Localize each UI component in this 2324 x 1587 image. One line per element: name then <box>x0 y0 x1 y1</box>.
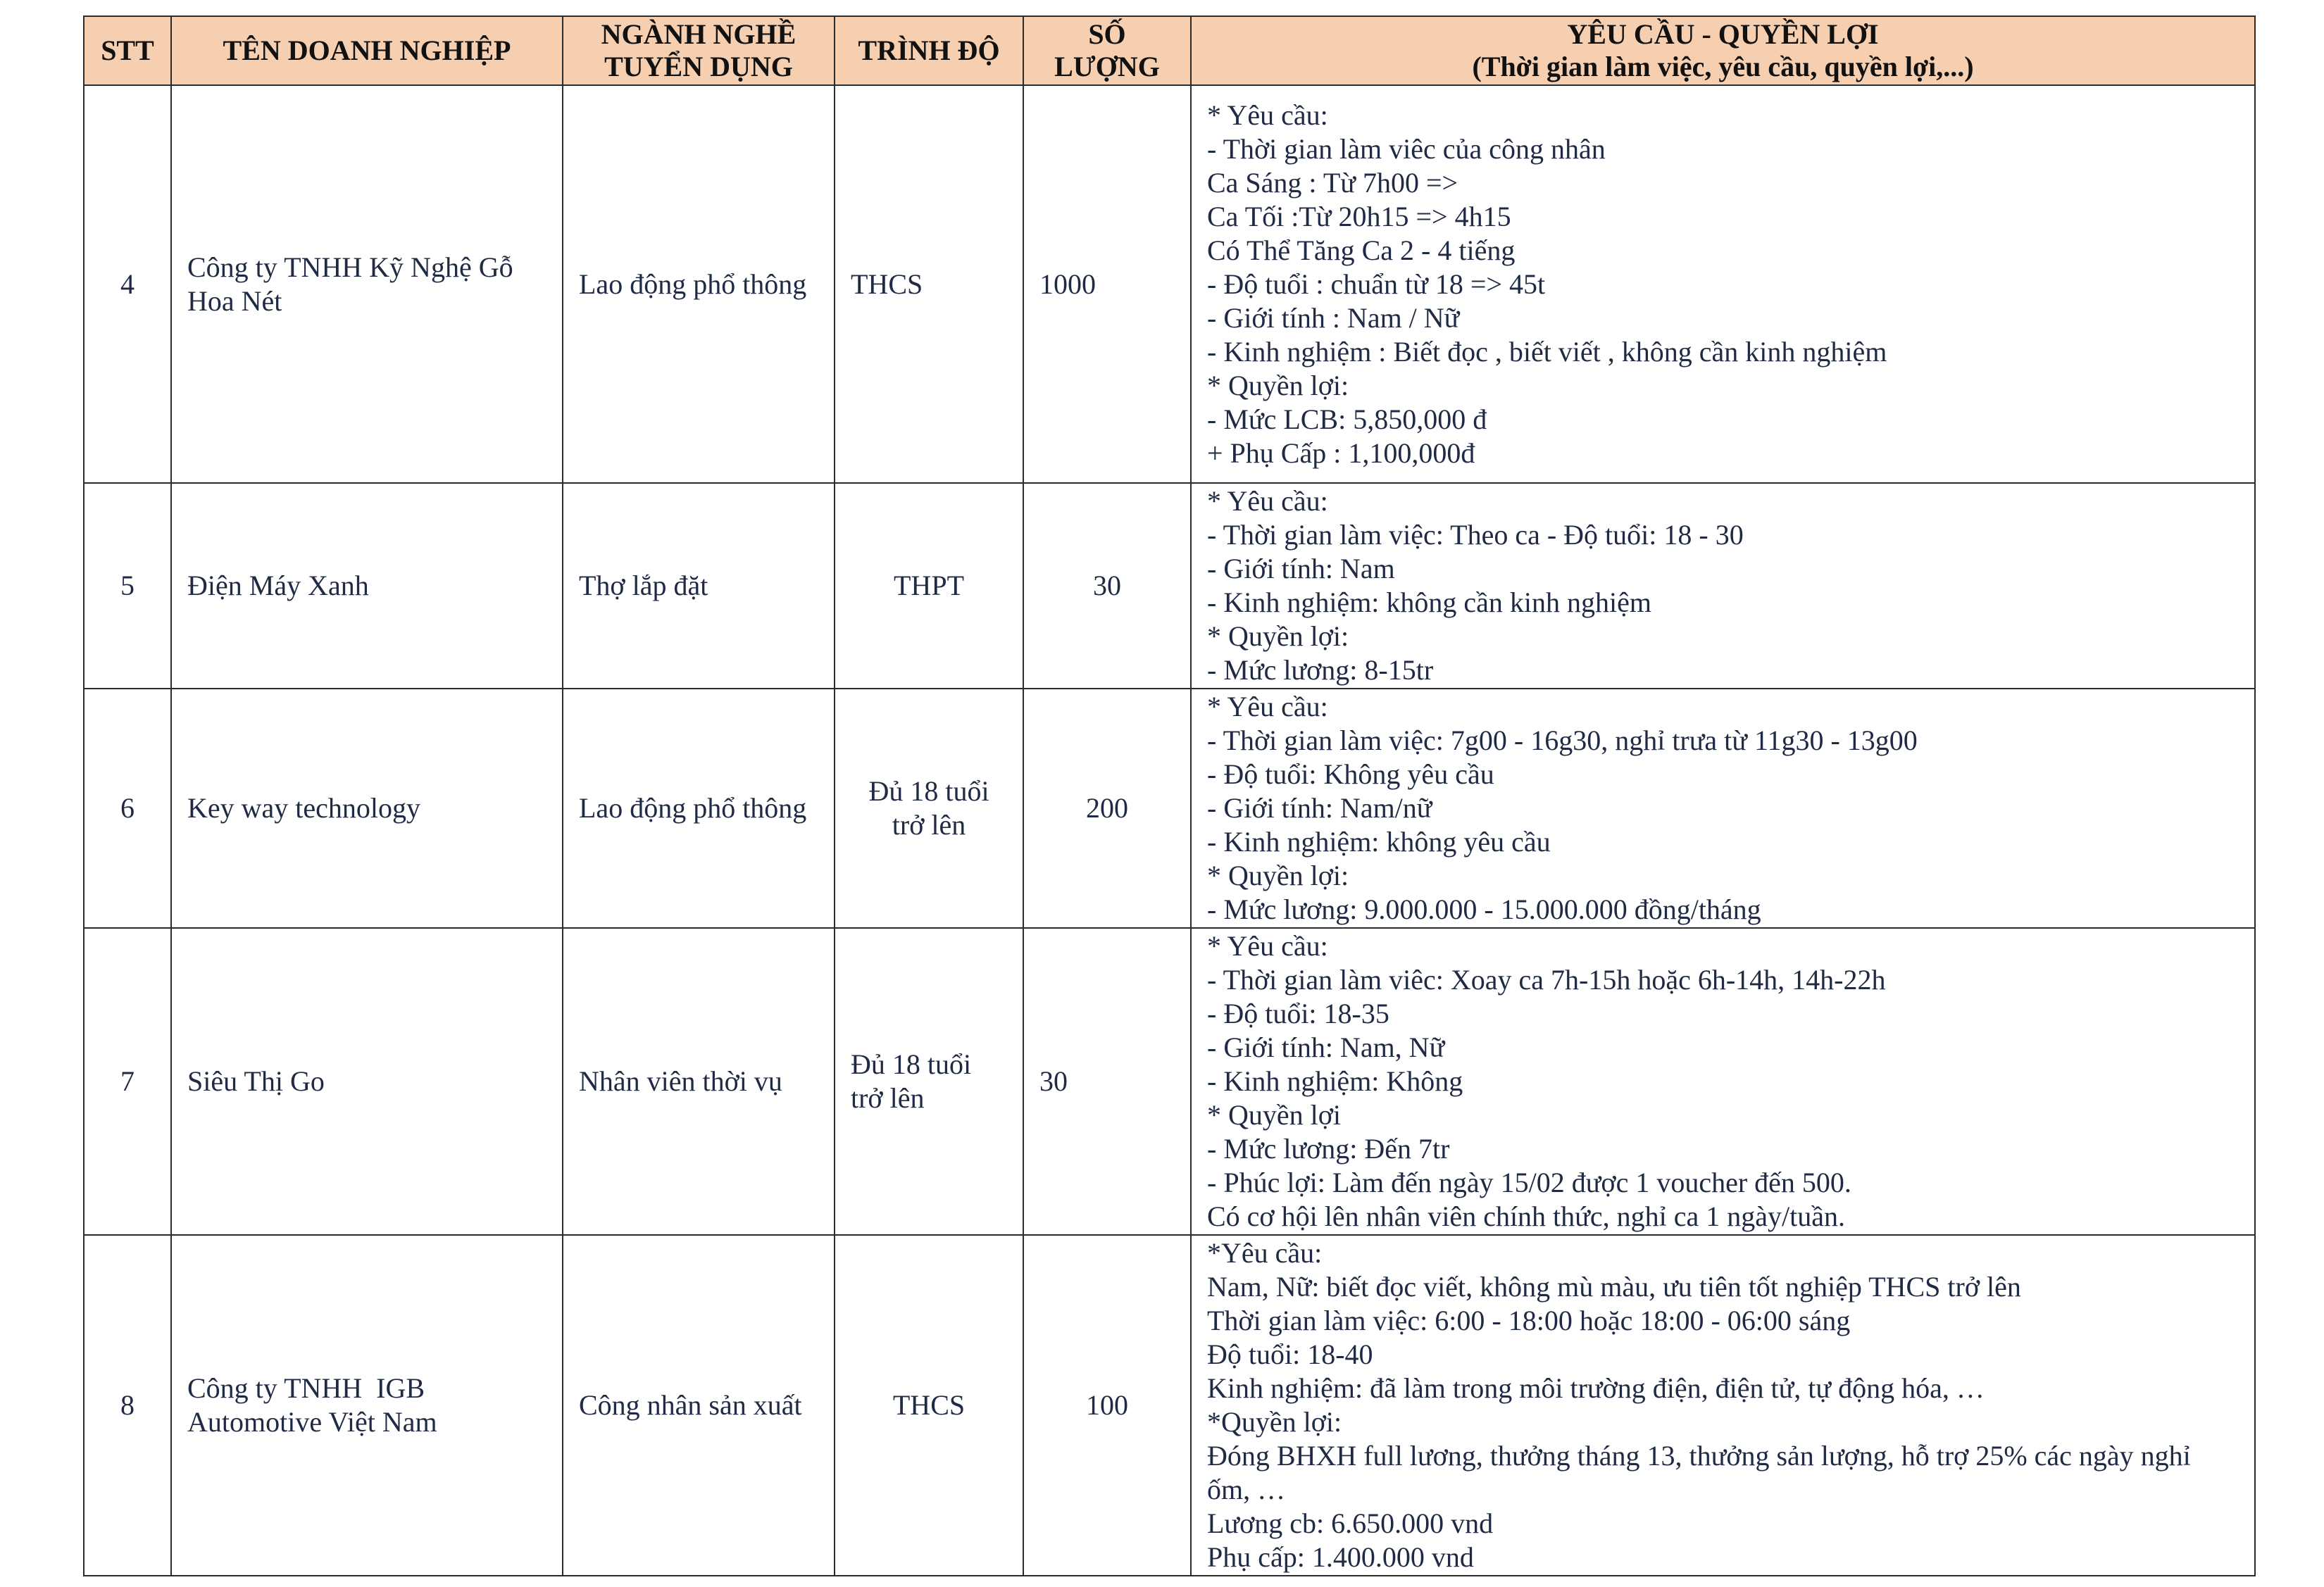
quantity-cell <box>1023 1235 1191 1576</box>
level-line: THCS <box>892 1389 966 1421</box>
requirement-line: - Mức lương: Đến 7tr <box>1207 1133 1450 1165</box>
level-cell <box>835 1235 1023 1576</box>
level-line: Đủ 18 tuổi <box>851 1048 972 1080</box>
requirement-line: * Yêu cầu: <box>1207 691 1328 722</box>
requirement-line: Đóng BHXH full lương, thưởng tháng 13, thưởng sản lượng, hỗ trợ 25% các ngày nghỉ ốm, … <box>1207 1440 2191 1505</box>
job-title: Thợ lắp đặt <box>579 570 708 601</box>
quantity-cell <box>1023 689 1191 928</box>
company-cell <box>171 928 563 1235</box>
stt-cell <box>84 1235 171 1576</box>
requirement-line: - Mức lương: 8-15tr <box>1207 654 1434 686</box>
requirement-line: Ca Sáng : Từ 7h00 => <box>1207 166 1458 199</box>
requirement-line: - Giới tính: Nam/nữ <box>1207 792 1432 824</box>
requirement-line: Phụ cấp: 1.400.000 vnd <box>1207 1541 1474 1573</box>
requirement-line: * Yêu cầu: <box>1207 485 1328 517</box>
table-row <box>84 85 2255 483</box>
company-name-line: Công ty TNHH Kỹ Nghệ Gỗ <box>187 251 513 283</box>
requirement-line: - Giới tính: Nam, Nữ <box>1207 1031 1445 1063</box>
company-cell <box>171 1235 563 1576</box>
level-cell <box>835 483 1023 689</box>
company-name-line: Siêu Thị Go <box>187 1065 325 1097</box>
requirement-line: *Quyền lợi: <box>1207 1406 1342 1438</box>
level-line: trở lên <box>851 1082 925 1114</box>
company-cell <box>171 689 563 928</box>
requirements-cell <box>1191 483 2255 689</box>
stt-cell <box>84 928 171 1235</box>
requirement-line: - Thời gian làm viêc: Xoay ca 7h-15h hoặc 6h-14h, 14h-22h <box>1207 964 1886 996</box>
requirement-line: - Phúc lợi: Làm đến ngày 15/02 được 1 voucher đến 500. <box>1207 1167 1851 1198</box>
level-line: Đủ 18 tuổi <box>868 775 989 807</box>
company-name-line: Điện Máy Xanh <box>187 570 369 601</box>
requirement-line: * Quyền lợi: <box>1207 860 1349 891</box>
job-title: Nhân viên thời vụ <box>579 1065 782 1097</box>
requirements-cell <box>1191 85 2255 483</box>
company-cell <box>171 483 563 689</box>
header-stt: STT <box>84 16 171 85</box>
requirement-line: - Độ tuổi: 18-35 <box>1207 998 1389 1029</box>
stt-value: 6 <box>120 792 135 824</box>
requirement-line: - Giới tính: Nam <box>1207 553 1395 584</box>
requirement-line: Thời gian làm việc: 6:00 - 18:00 hoặc 18:00 - 06:00 sáng <box>1207 1305 1851 1336</box>
requirement-line: Kinh nghiệm: đã làm trong môi trường điện, điện tử, tự động hóa, … <box>1207 1372 1985 1404</box>
quantity-cell <box>1023 928 1191 1235</box>
requirement-line: Lương cb: 6.650.000 vnd <box>1207 1507 1494 1539</box>
requirement-line: - Thời gian làm việc: 7g00 - 16g30, nghỉ trưa từ 11g30 - 13g00 <box>1207 724 1918 756</box>
requirements-cell <box>1191 1235 2255 1576</box>
table-row <box>84 928 2255 1235</box>
requirements-cell <box>1191 689 2255 928</box>
quantity-cell <box>1023 85 1191 483</box>
header-level: TRÌNH ĐỘ <box>835 16 1023 85</box>
company-name-line: Key way technology <box>187 792 421 824</box>
quantity-value: 200 <box>1086 792 1128 824</box>
stt-cell <box>84 85 171 483</box>
stt-value: 4 <box>120 268 135 300</box>
requirement-line: - Thời gian làm việc: Theo ca - Độ tuổi: 18 - 30 <box>1207 519 1744 551</box>
level-line: THCS <box>851 268 923 300</box>
table-row <box>84 483 2255 689</box>
header-requirements: YÊU CẦU - QUYỀN LỢI (Thời gian làm việc, yêu cầu, quyền lợi,...) <box>1191 16 2255 85</box>
company-cell <box>171 85 563 483</box>
header-quantity: SỐ LƯỢNG <box>1023 16 1191 85</box>
job-title: Lao động phổ thông <box>579 792 807 824</box>
quantity-value: 30 <box>1093 570 1121 601</box>
requirement-line: - Độ tuổi: Không yêu cầu <box>1207 758 1494 790</box>
table-body <box>84 85 2255 1576</box>
company-name-line: Automotive Việt Nam <box>187 1406 437 1438</box>
requirement-line: - Kinh nghiệm : Biết đọc , biết viết , không cần kinh nghiệm <box>1207 335 1887 368</box>
requirement-line: Độ tuổi: 18-40 <box>1207 1338 1373 1370</box>
job-cell <box>563 85 835 483</box>
header-company: TÊN DOANH NGHIỆP <box>171 16 563 85</box>
stt-cell <box>84 689 171 928</box>
requirement-line: - Giới tính : Nam / Nữ <box>1207 301 1460 334</box>
requirement-line: - Kinh nghiệm: không cần kinh nghiệm <box>1207 586 1652 618</box>
requirement-line: * Quyền lợi: <box>1207 369 1349 401</box>
table-row <box>84 1235 2255 1576</box>
requirement-line: * Quyền lợi: <box>1207 620 1349 652</box>
job-title: Công nhân sản xuất <box>579 1389 802 1421</box>
level-cell <box>835 689 1023 928</box>
level-line: THPT <box>894 570 964 601</box>
level-cell <box>835 85 1023 483</box>
quantity-cell <box>1023 483 1191 689</box>
stt-cell <box>84 483 171 689</box>
stt-value: 8 <box>120 1389 135 1421</box>
requirement-line: + Phụ Cấp : 1,100,000đ <box>1207 437 1475 469</box>
job-cell <box>563 928 835 1235</box>
job-title: Lao động phổ thông <box>579 268 807 300</box>
header-row <box>84 16 2255 85</box>
requirement-line: * Yêu cầu: <box>1207 930 1328 962</box>
level-line: trở lên <box>892 809 966 841</box>
quantity-value: 1000 <box>1039 268 1096 300</box>
recruitment-table <box>83 15 2256 1576</box>
requirement-line: - Độ tuổi : chuẩn từ 18 => 45t <box>1207 268 1546 300</box>
quantity-value: 100 <box>1086 1389 1128 1421</box>
header-job: NGÀNH NGHỀ TUYỂN DỤNG <box>563 16 835 85</box>
stt-value: 5 <box>120 570 135 601</box>
company-name-line: Hoa Nét <box>187 284 282 317</box>
job-cell <box>563 689 835 928</box>
level-cell <box>835 928 1023 1235</box>
requirement-line: - Mức lương: 9.000.000 - 15.000.000 đồng/tháng <box>1207 893 1761 925</box>
requirement-line: *Yêu cầu: <box>1207 1237 1323 1269</box>
requirement-line: Nam, Nữ: biết đọc viết, không mù màu, ưu tiên tốt nghiệp THCS trở lên <box>1207 1271 2021 1303</box>
requirement-line: * Quyền lợi <box>1207 1099 1342 1131</box>
requirement-line: Có Thể Tăng Ca 2 - 4 tiếng <box>1207 234 1516 266</box>
company-name-line: Công ty TNHH IGB <box>187 1372 425 1404</box>
requirement-line: - Thời gian làm viêc của công nhân <box>1207 132 1606 165</box>
requirement-line: * Yêu cầu: <box>1207 99 1328 131</box>
job-cell <box>563 483 835 689</box>
requirement-line: Ca Tối :Từ 20h15 => 4h15 <box>1207 200 1511 232</box>
requirement-line: - Kinh nghiệm: Không <box>1207 1065 1463 1097</box>
quantity-value: 30 <box>1039 1065 1068 1097</box>
job-cell <box>563 1235 835 1576</box>
table-row <box>84 689 2255 928</box>
requirements-cell <box>1191 928 2255 1235</box>
stt-value: 7 <box>120 1065 135 1097</box>
requirement-line: - Mức LCB: 5,850,000 đ <box>1207 403 1487 435</box>
requirement-line: Có cơ hội lên nhân viên chính thức, nghỉ ca 1 ngày/tuần. <box>1207 1200 1845 1232</box>
requirement-line: - Kinh nghiệm: không yêu cầu <box>1207 826 1551 858</box>
